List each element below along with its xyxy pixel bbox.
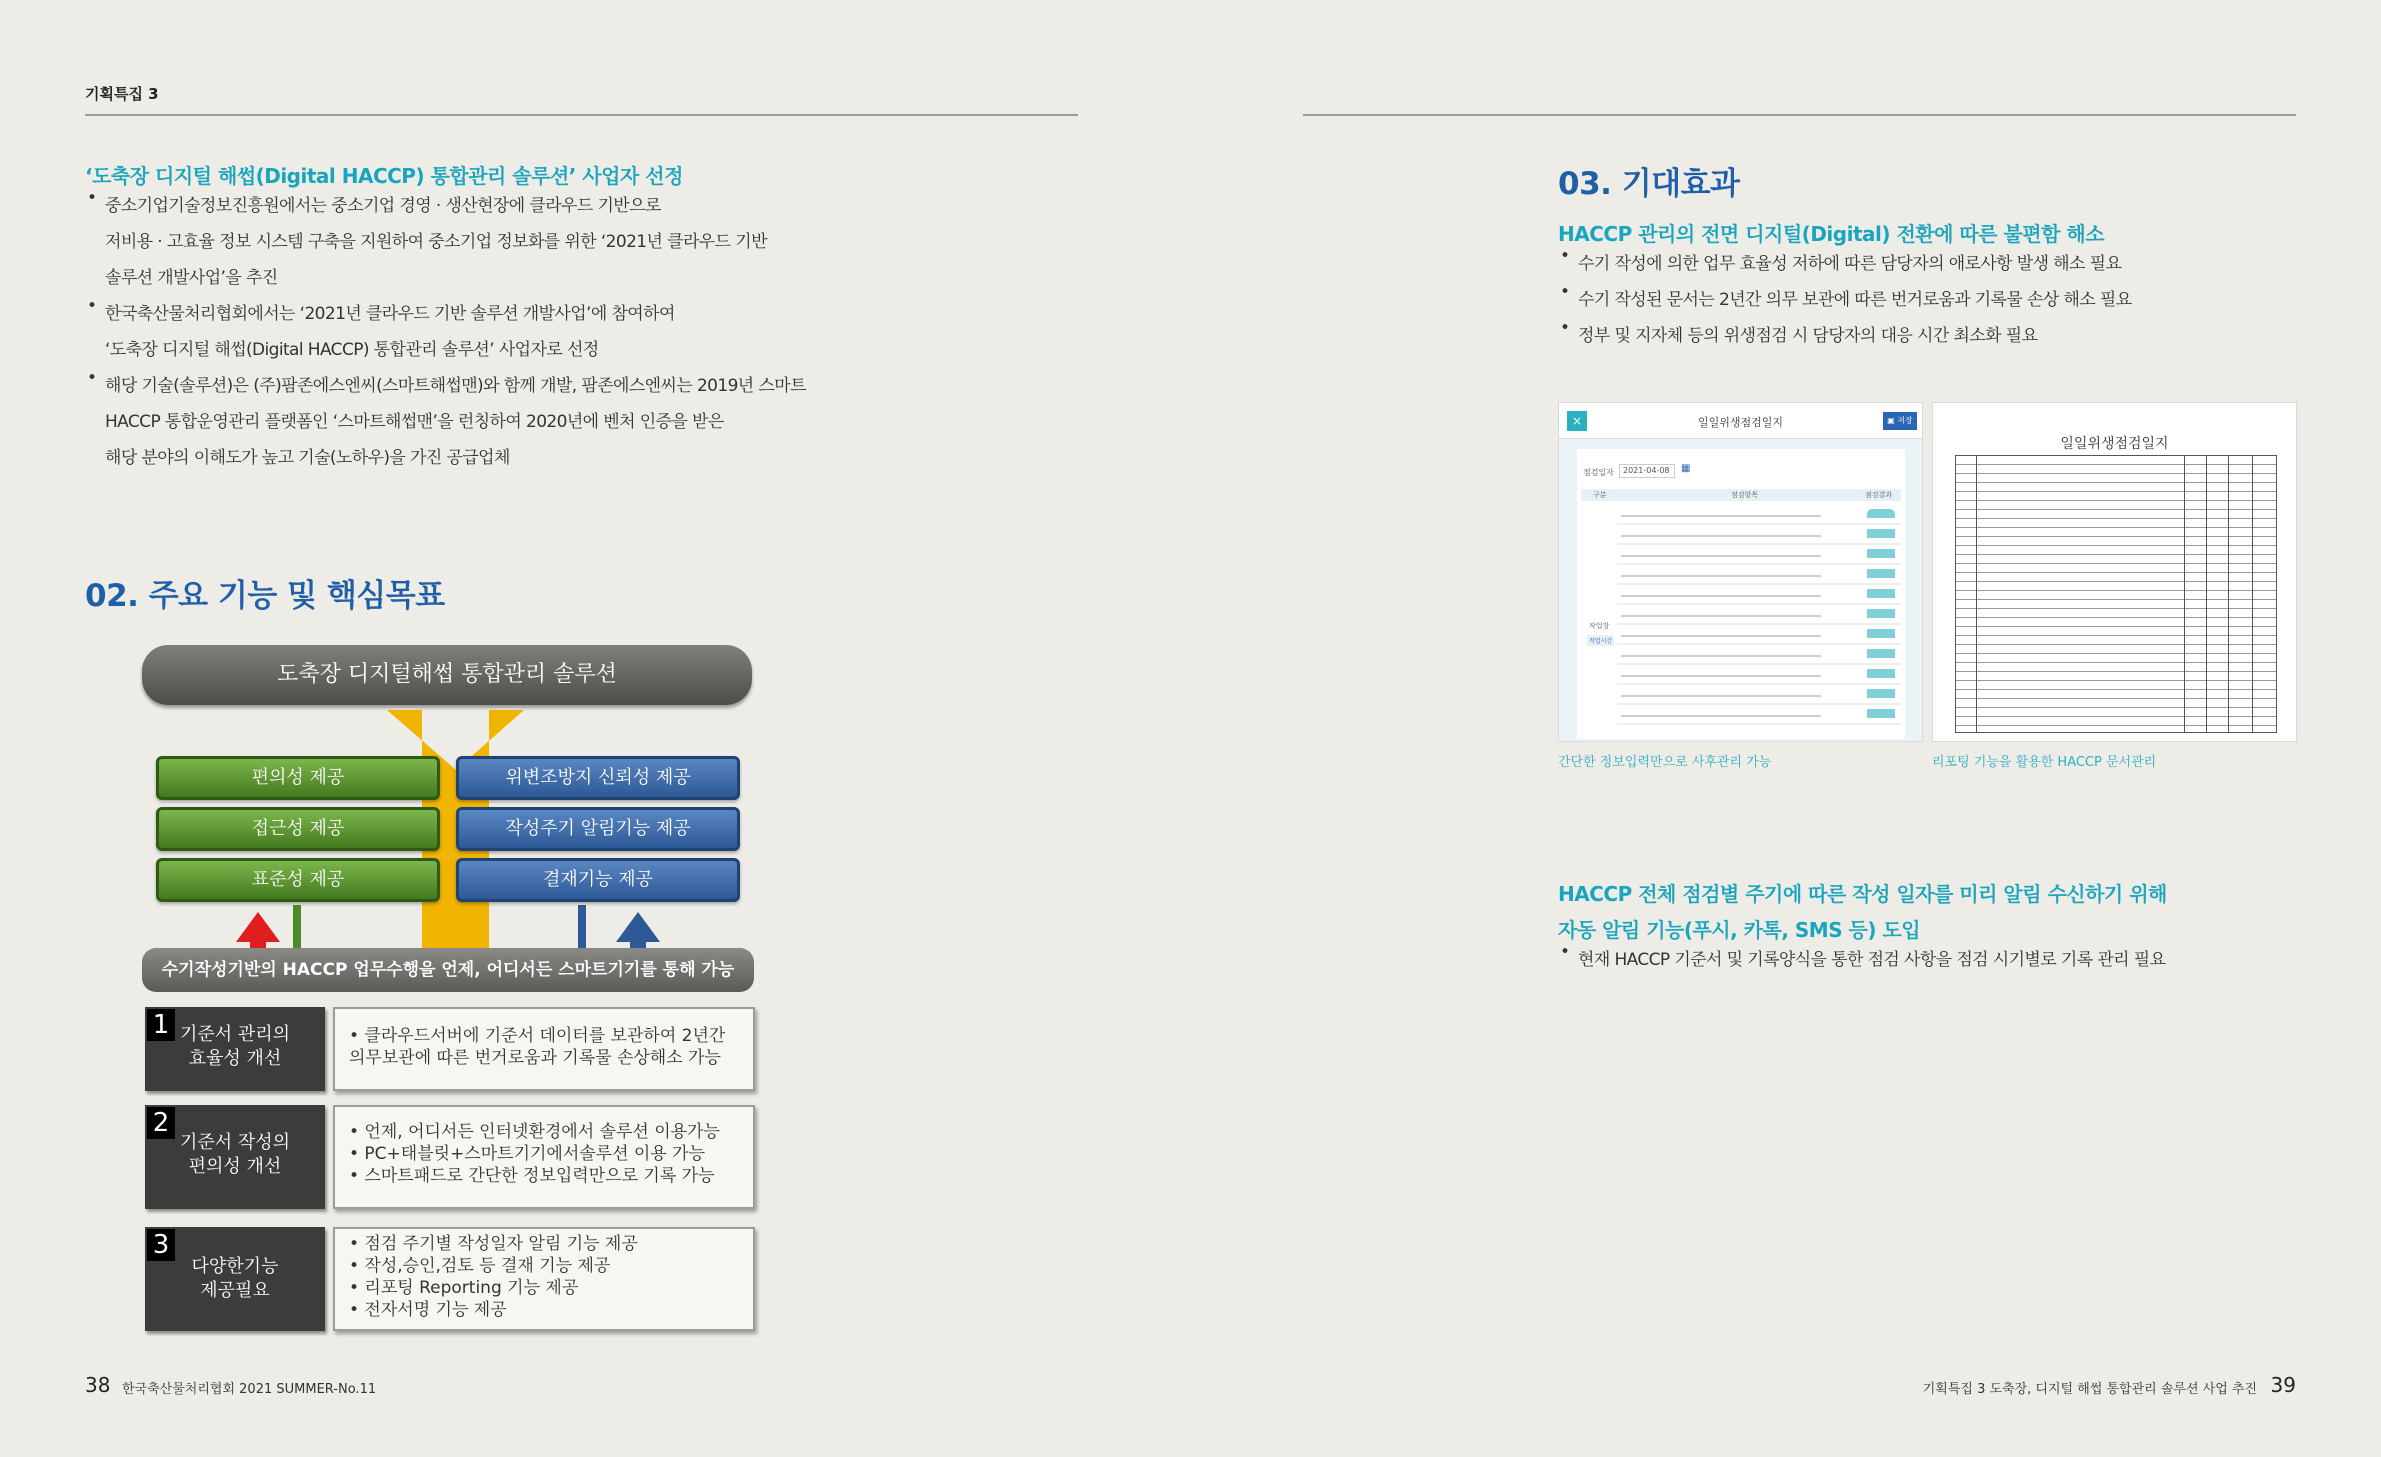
intro-bullet-1-line-2: 저비용 · 고효율 정보 시스템 구축을 지원하여 중소기업 정보화를 위한 ‘2021년 클라우드 기반 bbox=[105, 232, 767, 252]
shot1-col1: 구분 bbox=[1593, 491, 1607, 499]
solution-diagram bbox=[140, 640, 760, 1340]
goal-3-number: 3 bbox=[147, 1229, 175, 1261]
shot2-title: 일일위생점검일지 bbox=[2060, 436, 2169, 452]
effect-bullet-4-text: • 현재 HACCP 기준서 및 기록양식을 통한 점검 사항을 점검 시기별로 기록 관리 필요 bbox=[1578, 950, 2166, 970]
intro-bullet-3-line-2: HACCP 통합운영관리 플랫폼인 ‘스마트해썹맨’을 런칭하여 2020년에 벤처 인증을 받은 bbox=[105, 412, 724, 432]
effect-bullet-3-text: • 정부 및 지자체 등의 위생점검 시 담당자의 대응 시간 최소화 필요 bbox=[1578, 326, 2038, 346]
header-rule-right bbox=[1303, 114, 2296, 116]
goal-2-number: 2 bbox=[147, 1107, 175, 1139]
goal-2-label-line-1: 기준서 작성의 bbox=[179, 1132, 291, 1153]
goal-2-box bbox=[145, 1105, 325, 1209]
footer-right-text: 기획특집 3 도축장, 디지털 해썹 통합관리 솔루션 사업 추진 bbox=[1922, 1382, 2257, 1397]
effect-bullet-2 bbox=[1558, 282, 2318, 318]
app-screenshot-checklist bbox=[1558, 402, 1923, 742]
shot1-side-label: 작업장 bbox=[1589, 622, 1610, 630]
goal-1-box bbox=[145, 1007, 325, 1091]
effect-subtitle-2-line-1: HACCP 전체 점검별 주기에 따른 작성 일자를 미리 알림 수신하기 위해 bbox=[1558, 882, 2167, 906]
shot1-rows-text bbox=[1621, 511, 1821, 729]
shot1-title: 일일위생점검일지 bbox=[1697, 416, 1783, 429]
effect-subtitle-1: HACCP 관리의 전면 디지털(Digital) 전환에 따른 불편함 해소 bbox=[1558, 222, 2105, 246]
intro-bullet-3 bbox=[85, 368, 985, 476]
report-screenshot bbox=[1932, 402, 2297, 742]
intro-bullet-1 bbox=[85, 188, 985, 296]
goal-3-desc-line-2: • 작성,승인,검토 등 결재 기능 제공 bbox=[349, 1256, 611, 1276]
section2-title: 02. 주요 기능 및 핵심목표 bbox=[85, 578, 445, 614]
section3-title: 03. 기대효과 bbox=[1558, 166, 1740, 202]
footer-left-text: 한국축산물처리협회 2021 SUMMER-No.11 bbox=[122, 1382, 377, 1397]
feature-green-1: 편의성 제공 bbox=[156, 756, 440, 800]
goal-2-desc-line-2: • PC+태블릿+스마트기기에서솔루션 이용 가능 bbox=[349, 1144, 706, 1164]
shot1-date-label: 점검일자 bbox=[1583, 468, 1614, 477]
diagram-base-bar: 수기작성기반의 HACCP 업무수행을 언제, 어디서든 스마트기기를 통해 가능 bbox=[142, 948, 754, 992]
goal-3-label-line-2: 제공필요 bbox=[200, 1280, 270, 1301]
intro-bullet-2-line-2: ‘도축장 디지털 해썹(Digital HACCP) 통합관리 솔루션’ 사업자로 선정 bbox=[105, 340, 599, 360]
goal-1-desc-line-2: 의무보관에 따른 번거로움과 기록물 손상해소 가능 bbox=[349, 1048, 721, 1068]
blue-arrow-head-icon bbox=[616, 912, 660, 942]
feature-green-3: 표준성 제공 bbox=[156, 858, 440, 902]
intro-bullet-1-line-3: 솔루션 개발사업’을 추진 bbox=[105, 268, 278, 288]
feature-blue-3: 결재기능 제공 bbox=[456, 858, 740, 902]
shot1-col3: 점검결과 bbox=[1865, 491, 1893, 499]
goal-3-desc-line-4: • 전자서명 기능 제공 bbox=[349, 1300, 507, 1320]
intro-bullet-list bbox=[85, 188, 985, 476]
goal-2-label-line-2: 편의성 개선 bbox=[188, 1156, 282, 1177]
goal-1-desc-line-1: • 클라우드서버에 기준서 데이터를 보관하여 2년간 bbox=[349, 1026, 726, 1046]
goal-2-desc-line-3: • 스마트패드로 간단한 정보입력만으로 기록 가능 bbox=[349, 1166, 715, 1186]
goal-3-box bbox=[145, 1227, 325, 1331]
goal-3-desc bbox=[333, 1227, 755, 1331]
feature-blue-2: 작성주기 알림기능 제공 bbox=[456, 807, 740, 851]
goal-3-desc-line-1: • 점검 주기별 작성일자 알림 기능 제공 bbox=[349, 1234, 638, 1254]
shot1-save-label: 저장 bbox=[1897, 416, 1913, 425]
goal-3-desc-line-3: • 리포팅 Reporting 기능 제공 bbox=[349, 1278, 579, 1298]
calendar-icon: ▦ bbox=[1681, 463, 1691, 474]
page-number-left: 38 bbox=[85, 1373, 111, 1397]
intro-bullet-3-line-1: • 해당 기술(솔루션)은 (주)팜존에스엔씨(스마트해썹맨)와 함께 개발, 팜존에스엔씨는 2019년 스마트 bbox=[105, 376, 806, 396]
toggle-column bbox=[1867, 509, 1895, 729]
effect-bullet-3 bbox=[1558, 318, 2318, 354]
intro-bullet-1-line-1: • 중소기업기술정보진흥원에서는 중소기업 경영 · 생산현장에 클라우드 기반으로 bbox=[105, 196, 661, 216]
intro-bullet-3-line-3: 해당 분야의 이해도가 높고 기술(노하우)을 가진 공급업체 bbox=[105, 448, 510, 468]
goal-1-label-line-2: 효율성 개선 bbox=[188, 1048, 282, 1069]
red-arrow-head-icon bbox=[236, 912, 280, 942]
shot1-rows bbox=[1617, 505, 1901, 735]
effect-bullet-2-text: • 수기 작성된 문서는 2년간 의무 보관에 따른 번거로움과 기록물 손상 해소 필요 bbox=[1578, 290, 2132, 310]
shot1-save-button bbox=[1883, 412, 1917, 430]
intro-bullet-2-line-1: • 한국축산물처리협회에서는 ‘2021년 클라우드 기반 솔루션 개발사업’에 참여하여 bbox=[105, 304, 675, 324]
shot1-col2: 점검항목 bbox=[1731, 491, 1759, 499]
shot1-panel bbox=[1577, 449, 1905, 739]
goal-2-desc-line-1: • 언제, 어디서든 인터넷환경에서 솔루션 이용가능 bbox=[349, 1122, 720, 1142]
feature-green-2: 접근성 제공 bbox=[156, 807, 440, 851]
goal-3-label-line-1: 다양한기능 bbox=[191, 1256, 279, 1277]
goal-2-desc bbox=[333, 1105, 755, 1209]
goal-1-label-line-1: 기준서 관리의 bbox=[179, 1024, 291, 1045]
effect-bullet-1-text: • 수기 작성에 의한 업무 효율성 저하에 따른 담당자의 애로사항 발생 해소 필요 bbox=[1578, 254, 2122, 274]
effect-subtitle-2-line-2: 자동 알림 기능(푸시, 카톡, SMS 등) 도입 bbox=[1558, 918, 1921, 942]
shot2-table bbox=[1955, 455, 2277, 733]
shot1-date-field: 2021-04-08 bbox=[1619, 464, 1675, 478]
diagram-top-pill: 도축장 디지털해썹 통합관리 솔루션 bbox=[142, 645, 752, 705]
intro-title: ‘도축장 디지털 해썹(Digital HACCP) 통합관리 솔루션’ 사업자 선정 bbox=[85, 164, 683, 188]
effect-bullet-list-2 bbox=[1558, 942, 2318, 978]
feature-blue-1: 위변조방지 신뢰성 제공 bbox=[456, 756, 740, 800]
header-section-label: 기획특집 3 bbox=[85, 85, 159, 103]
close-icon: × bbox=[1567, 411, 1587, 431]
goal-1-desc bbox=[333, 1007, 755, 1091]
shot1-table-header bbox=[1581, 489, 1901, 501]
screenshot-caption-2: 리포팅 기능을 활용한 HACCP 문서관리 bbox=[1932, 755, 2157, 770]
effect-bullet-list-1 bbox=[1558, 246, 2318, 354]
intro-bullet-2 bbox=[85, 296, 985, 368]
screenshot-caption-1: 간단한 정보입력만으로 사후관리 가능 bbox=[1558, 755, 1772, 770]
shot1-side-label-2: 작업시간 bbox=[1587, 635, 1614, 646]
effect-bullet-4 bbox=[1558, 942, 2318, 978]
header-rule-left bbox=[85, 114, 1078, 116]
save-icon: ▣ bbox=[1887, 416, 1895, 425]
effect-bullet-1 bbox=[1558, 246, 2318, 282]
shot1-header bbox=[1559, 403, 1922, 439]
page-number-right: 39 bbox=[2270, 1373, 2296, 1397]
goal-1-number: 1 bbox=[147, 1009, 175, 1041]
